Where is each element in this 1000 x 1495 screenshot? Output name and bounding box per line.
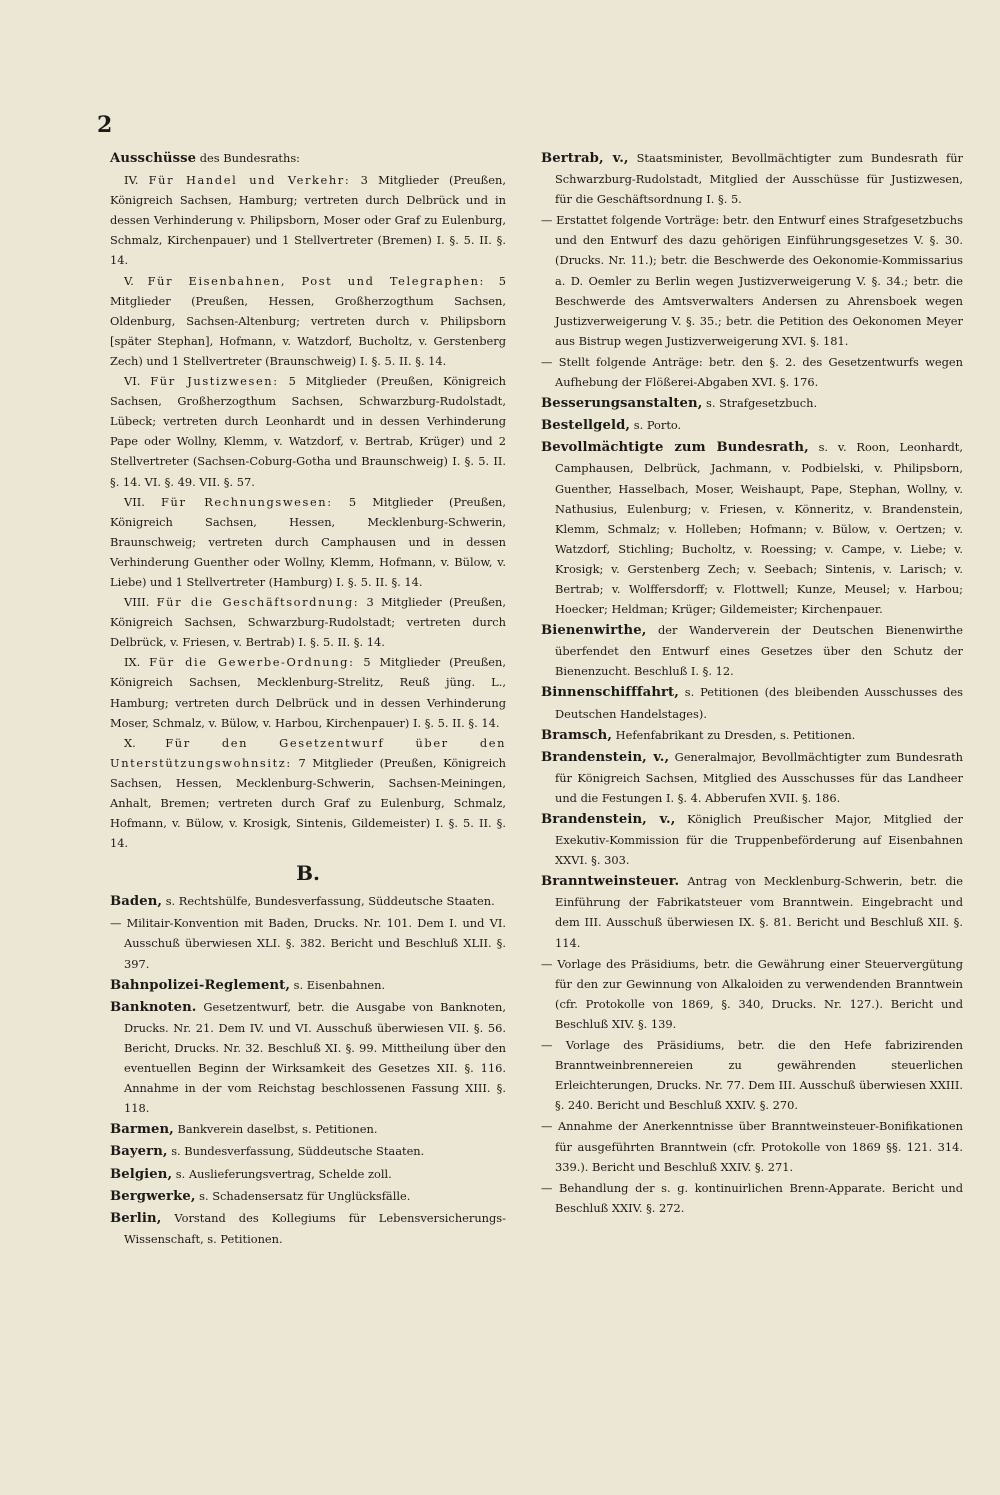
- entry-text: Antrag von Mecklenburg-Schwerin, betr. die Einführung der Fabrikatsteuer vom Branntwein. Eingebracht und dem III. Ausschuß überwiesen IX. §. 81. Bericht und Beschluß XII. §. 114.: [555, 874, 963, 950]
- sub-entry-text: Vorlage des Präsidiums, betr. die Gewährung einer Steuervergütung für den zur Gewinnung von Alkaloiden zu verwendenden Branntwein (cfr. Protokolle von 1869, §. 340, Drucks. Nr. 127.). Bericht und Beschluß XIV. §. 139.: [552, 956, 963, 1031]
- sub-entry-text: Annahme der Anerkenntnisse über Branntweinsteuer-Bonifikationen für ausgeführten Branntwein (cfr. Protokolle von 1869 §§. 121. 314. 339.). Bericht und Beschluß XXIV. §. 271.: [552, 1119, 963, 1174]
- committee-topic: Für die Geschäftsordnung:: [156, 595, 360, 610]
- ausschuesse-entry: [110, 148, 506, 169]
- sub-entry-lead: — Militair-Konvention: [110, 916, 239, 931]
- sub-entry-text: Erstattet folgende Vorträge: betr. den Entwurf eines Strafgesetzbuchs und den Entwurf des dazu gehörigen Einführungsgesetzes V. §. 30. (Drucks. Nr. 11.); betr. die Beschwerde des Oekonomie-Kommissarius a. D. Oemler zu Berlin wegen Justizverweigerung V. §. 34.; betr. die Beschwerde des Amtsverwalters Andersen zu Ahrensboek wegen Justizverweigerung V. §. 35.; betr. die Petition des Oekonomen Meyer aus Bistrup wegen Justizverweigerung XVI. §. 181.: [552, 213, 963, 348]
- entry-text: Gesetzentwurf, betr. die Ausgabe von Banknoten, Drucks. Nr. 21. Dem IV. und VI. Ausschuß überwiesen VII. §. 56. Bericht, Drucks. Nr. 32. Beschluß XI. §. 99. Mittheilung über den eventuellen Beginn der Wirksamkeit des Gesetzes XII. §. 116. Annahme in der vom Reichstag beschlossenen Fassung XIII. §. 118.: [124, 999, 506, 1116]
- headword: Bestellgeld,: [541, 418, 631, 434]
- entry-text: s. Auslieferungsvertrag, Schelde zoll.: [172, 1166, 392, 1181]
- sub-entry-lead: —: [541, 354, 553, 369]
- section-letter: B.: [296, 861, 320, 886]
- entry-text: Vorstand des Kollegiums für Lebensversicherungs-Wissenschaft, s. Petitionen.: [124, 1210, 506, 1246]
- committee-item: [110, 170, 506, 270]
- b-entries: [110, 891, 506, 1249]
- committee-topic: Für Handel und Verkehr:: [148, 173, 351, 188]
- index-entry: [541, 415, 963, 436]
- index-entry: [541, 148, 963, 209]
- committee-topic: Für den Gesetzentwurf über den Unterstützungswohnsitz:: [110, 735, 507, 770]
- headword: Berlin,: [110, 1210, 162, 1226]
- committee-item: [110, 592, 506, 652]
- sub-entry-lead: —: [541, 213, 553, 228]
- headword: Besserungsanstalten,: [541, 396, 703, 412]
- headword: Baden,: [110, 894, 163, 910]
- sub-entry: [541, 1178, 963, 1218]
- sub-entry-lead: —: [541, 1180, 553, 1195]
- committee-number: V.: [124, 273, 134, 288]
- headword: Bayern,: [110, 1144, 168, 1160]
- sub-entry: [110, 913, 506, 973]
- index-entry: [541, 437, 963, 619]
- sub-entry-text: mit Baden, Drucks. Nr. 101. Dem I. und VI. Ausschuß überwiesen XLI. §. 382. Bericht und Beschluß XLII. §. 397.: [124, 916, 506, 971]
- entry-text: Bankverein daselbst, s. Petitionen.: [173, 1122, 378, 1137]
- headword: Bergwerke,: [110, 1188, 196, 1204]
- headword: Brandenstein, v.,: [541, 749, 670, 765]
- entry-text: der Wanderverein der Deutschen Bienenwirthe überfendet den Entwurf eines Gesetzes über den Schutz der Bienenzucht. Beschluß I. §. 12.: [555, 623, 963, 679]
- index-entry: [541, 682, 963, 723]
- sub-entry: [541, 210, 963, 351]
- entry-text: s. v. Roon, Leonhardt, Camphausen, Delbrück, Jachmann, v. Podbielski, v. Philipsborn, Guenther, Hasselbach, Moser, Weishaupt, Pape, Stephan, Wollny, v. Nathusius, Eulenburg; v. Friesen, v. Könneritz, v. Brandenstein, Klemm, Schmalz; v. Holleben; Hofmann; v. Bülow, v. Oertzen; v. Watzdorf, Stichling; Bucholtz, v. Roessing; v. Campe, v. Liebe; v. Krosigk; v. Gerstenberg Zech; v. Seebach; Sintenis, v. Larisch; v. Bertrab; v. Wolffersdorff; v. Flottwell; Kunze, Meusel; v. Harbou; Hoecker; Heldman; Krüger; Gildemeister; Kirchenpauer.: [555, 440, 963, 617]
- entry-text: s. Bundesverfassung, Süddeutsche Staaten.: [167, 1144, 425, 1159]
- right-column: [541, 148, 963, 1219]
- committee-text: 3 Mitglieder (Preußen, Königreich Sachsen, Hamburg; vertreten durch Delbrück und in dessen Verhinderung v. Philipsborn, Moser oder Graf zu Eulenburg, Schmalz, Kirchenpauer) und 1 Stellvertreter (Bremen) I. §. 5. II. §. 14.: [110, 173, 506, 268]
- committee-item: [110, 492, 506, 592]
- committee-text: 7 Mitglieder (Preußen, Königreich Sachsen, Hessen, Mecklenburg-Schwerin, Sachsen-Meiningen, Anhalt, Bremen; vertreten durch Graf zu Eulenburg, Schmalz, Hofmann, v. Bülow, v. Krosigk, Sintenis, Gildemeister) I. §. 5. II. §. 14.: [110, 755, 506, 851]
- entry-text: des Bundesraths:: [196, 151, 300, 165]
- index-entry: [110, 1208, 506, 1249]
- entry-text: Staatsminister, Bevollmächtigter zum Bundesrath für Schwarzburg-Rudolstadt, Mitglied der Ausschüsse für Justizwesen, für die Geschäftsordnung I. §. 5.: [555, 151, 963, 207]
- entry-text: s. Strafgesetzbuch.: [702, 396, 818, 411]
- committee-topic: Für Rechnungswesen:: [161, 494, 333, 509]
- index-entry: [110, 1119, 506, 1140]
- entry-text: Generalmajor, Bevollmächtigter zum Bundesrath für Königreich Sachsen, Mitglied des Ausschusses für das Landheer und die Festungen I. §. 4. Abberufen XVII. §. 186.: [555, 749, 963, 805]
- sub-entry-text: Behandlung der s. g. kontinuirlichen Brenn-Apparate. Bericht und Beschluß XXIV. §. 272.: [552, 1180, 963, 1215]
- entry-text: s. Schadensersatz für Unglücksfälle.: [195, 1188, 411, 1203]
- headword: Banknoten.: [110, 999, 197, 1015]
- headword: Bienenwirthe,: [541, 623, 647, 639]
- committee-text: 5 Mitglieder (Preußen, Königreich Sachsen, Hessen, Mecklenburg-Schwerin, Braunschweig; vertreten durch Camphausen und in dessen Verhinderung Guenther oder Wollny, Klemm, Hofmann, v. Bülow, v. Liebe) und 1 Stellvertreter (Hamburg) I. §. 5. II. §. 14.: [110, 494, 506, 589]
- committee-number: IV.: [124, 173, 139, 188]
- sub-entry-lead: —: [541, 1038, 553, 1053]
- page-number: 2: [97, 112, 113, 138]
- sub-entry: [541, 954, 963, 1034]
- index-entry: [541, 620, 963, 681]
- sub-entry-lead: —: [541, 956, 553, 971]
- index-entry: [541, 747, 963, 808]
- index-entry: [110, 975, 506, 996]
- entry-text: Königlich Preußischer Major, Mitglied der Exekutiv-Kommission für die Truppenbeförderung auf Eisenbahnen XXVI. §. 303.: [555, 812, 963, 868]
- headword: Bramsch,: [541, 727, 613, 743]
- index-entry: [110, 891, 506, 912]
- headword: Branntweinsteuer.: [541, 874, 680, 890]
- sub-entry: [541, 352, 963, 392]
- headword: Bahnpolizei-Reglement,: [110, 977, 291, 993]
- sub-entry-lead: —: [541, 1119, 553, 1134]
- committee-item: [110, 733, 506, 854]
- index-entry: [110, 1141, 506, 1162]
- headword: Barmen,: [110, 1122, 174, 1138]
- entry-text: s. Petitionen (des bleibenden Ausschusses des Deutschen Handelstages).: [555, 685, 963, 721]
- entry-text: Hefenfabrikant zu Dresden, s. Petitionen.: [612, 727, 856, 742]
- committee-text: 3 Mitglieder (Preußen, Königreich Sachsen, Schwarzburg-Rudolstadt; vertreten durch Delbrück, v. Friesen, v. Bertrab) I. §. 5. II. §. 14.: [110, 595, 506, 650]
- committee-topic: Für die Gewerbe-Ordnung:: [149, 655, 355, 670]
- headword: Ausschüsse: [110, 151, 197, 166]
- committee-text: 5 Mitglieder (Preußen, Königreich Sachsen, Großherzogthum Sachsen, Schwarzburg-Rudolstadt, Lübeck; vertreten durch Leonhardt und in dessen Verhinderung Pape oder Wollny, Klemm, v. Watzdorf, v. Bertrab, Krüger) und 2 Stellvertreter (Sachsen-Coburg-Gotha und Braunschweig) I. §. 5. II. §. 14. VI. §. 49. VII. §. 57.: [110, 374, 506, 489]
- index-entry: [541, 393, 963, 414]
- committee-topic: Für Justizwesen:: [150, 374, 279, 389]
- committee-list: [110, 170, 506, 853]
- index-entry: [541, 725, 963, 746]
- committee-item: [110, 371, 506, 492]
- committee-number: X.: [124, 735, 136, 750]
- sub-entry-text: Vorlage des Präsidiums, betr. die den Hefe fabrizirenden Branntweinbrennereien zu gewährenden steuerlichen Erleichterungen, Drucks. Nr. 77. Dem III. Ausschuß überwiesen XXIII. §. 240. Bericht und Beschluß XXIV. §. 270.: [552, 1038, 963, 1113]
- left-column: [110, 148, 506, 1250]
- entry-text: s. Eisenbahnen.: [290, 977, 386, 992]
- entry-text: s. Porto.: [630, 418, 682, 433]
- right-entries: [541, 148, 963, 1218]
- index-entry: [541, 809, 963, 870]
- headword: Bevollmächtigte zum Bundesrath,: [541, 440, 809, 456]
- index-entry: [110, 1164, 506, 1185]
- committee-text: 5 Mitglieder (Preußen, Hessen, Großherzogthum Sachsen, Oldenburg, Sachsen-Altenburg; vertreten durch v. Philipsborn [später Stephan], Hofmann, v. Watzdorf, Bucholtz, v. Gerstenberg Zech) und 1 Stellvertreter (Braunschweig) I. §. 5. II. §. 14.: [110, 273, 507, 368]
- sub-entry: [541, 1035, 963, 1115]
- headword: Bertrab, v.,: [541, 151, 629, 166]
- committee-number: IX.: [124, 655, 141, 670]
- index-entry: [110, 1186, 506, 1207]
- entry-text: s. Rechtshülfe, Bundesverfassung, Süddeutsche Staaten.: [162, 894, 495, 909]
- sub-entry: [541, 1116, 963, 1176]
- headword: Belgien,: [110, 1166, 173, 1182]
- committee-number: VI.: [124, 374, 141, 389]
- headword: Binnenschifffahrt,: [541, 685, 679, 701]
- sub-entry-text: Stellt folgende Anträge: betr. den §. 2. des Gesetzentwurfs wegen Aufhebung der Flößerei-Abgaben XVI. §. 176.: [552, 354, 963, 390]
- committee-number: VIII.: [124, 595, 150, 610]
- committee-topic: Für Eisenbahnen, Post und Telegraphen:: [147, 273, 485, 288]
- committee-text: 5 Mitglieder (Preußen, Königreich Sachsen, Mecklenburg-Strelitz, Reuß jüng. L., Hamburg; vertreten durch Delbrück und in dessen Verhinderung Moser, Schmalz, v. Bülow, v. Harbou, Kirchenpauer) I. §. 5. II. §. 14.: [110, 655, 507, 730]
- headword: Brandenstein, v.,: [541, 812, 676, 827]
- committee-item: [110, 271, 506, 371]
- index-entry: [541, 871, 963, 952]
- index-entry: [110, 997, 506, 1119]
- committee-number: VII.: [124, 494, 145, 509]
- committee-item: [110, 652, 506, 732]
